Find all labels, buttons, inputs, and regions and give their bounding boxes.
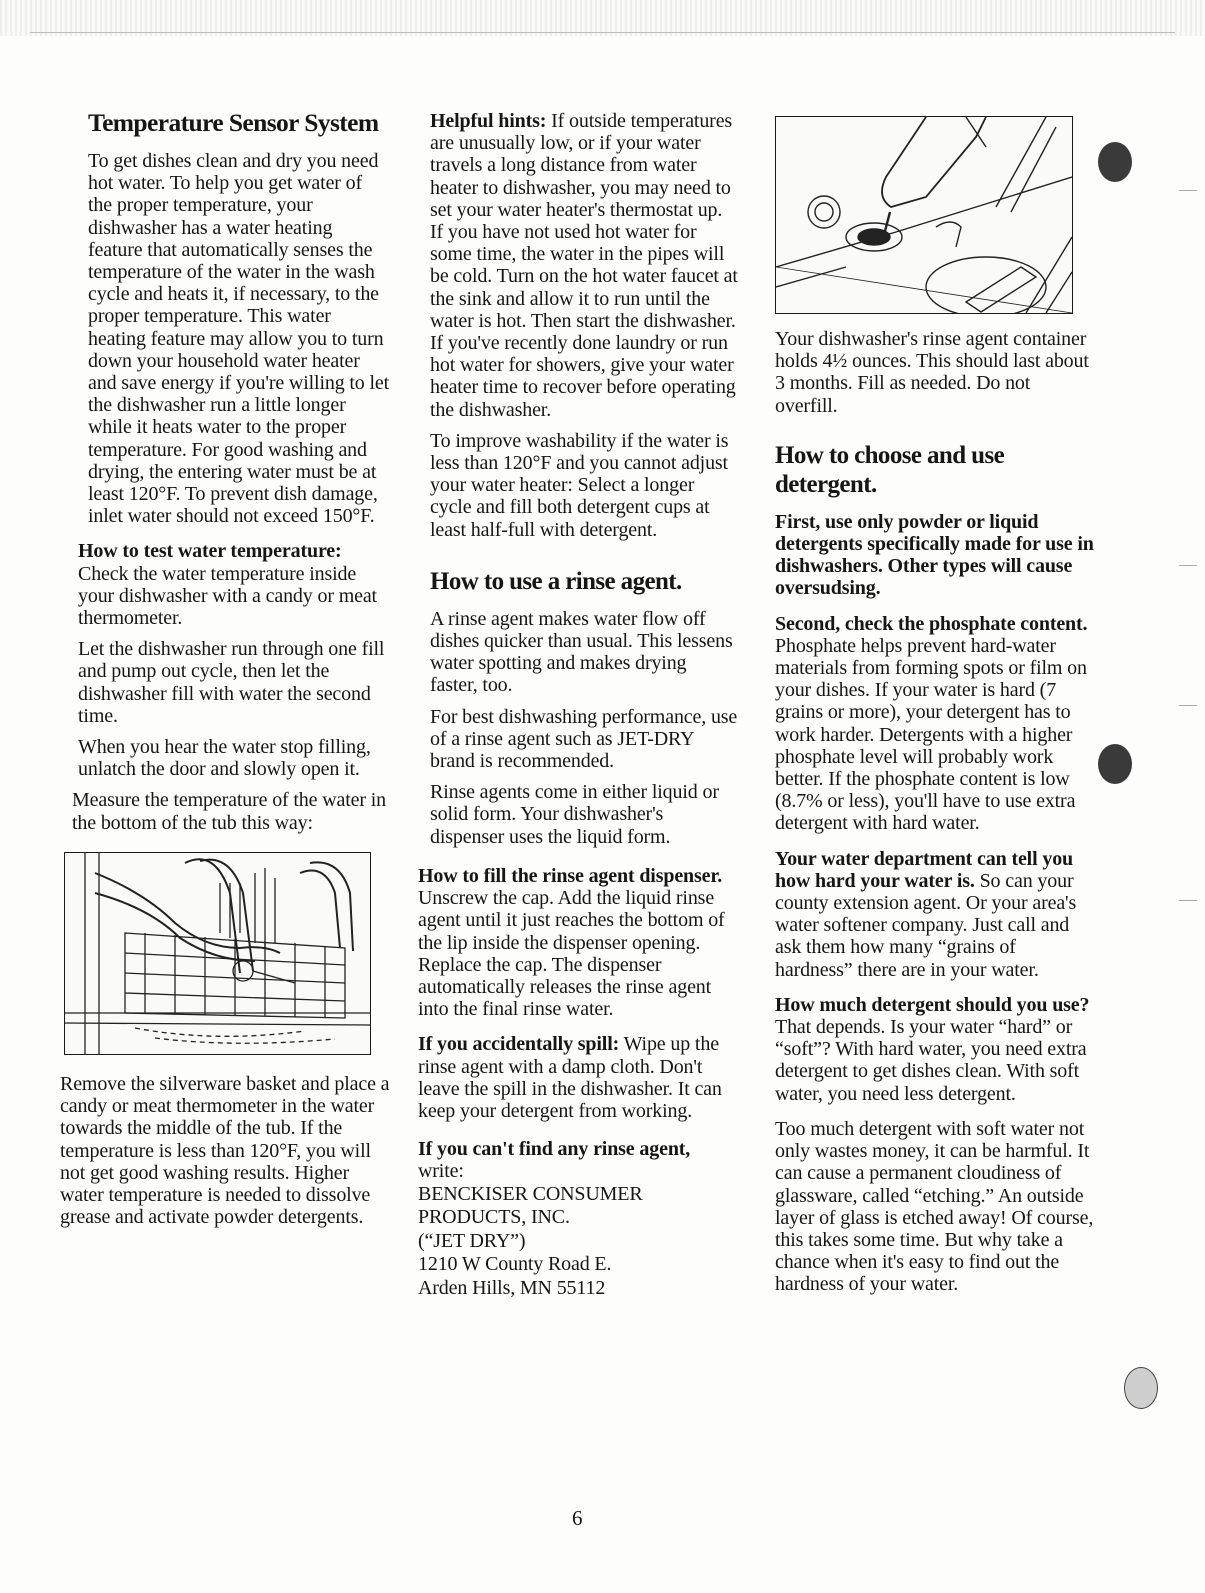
address-line-1: BENCKISER CONSUMER: [418, 1182, 643, 1205]
phosphate-body: Phosphate helps prevent hard-water materials from forming spots or film on your dishes. If your water is hard (7 grains or more), your detergent has to work harder. Detergents with a higher phosphate level will probably work better. If the phosphate content is low (8.7% or less), you'll have to use extra detergent with hard water.: [775, 634, 1087, 835]
thermometer-illustration: [64, 852, 371, 1055]
paragraph-rinse-3: Rinse agents come in either liquid or solid form. Your dishwasher's dispenser uses the liquid form.: [430, 781, 719, 848]
scan-edge-mark: [1179, 565, 1197, 566]
paragraph-how-much-detergent: [775, 994, 1095, 1105]
scan-edge-mark: [1179, 190, 1197, 191]
water-department-body: So can your county extension agent. Or your area's water softener company. Just call and ask them how many “grains of hardness” there are in your water.: [775, 869, 1077, 981]
rinse-dispenser-illustration: [775, 116, 1073, 314]
paragraph-water-department: [775, 848, 1095, 981]
subheading-water-department: Your water department can tell you how hard your water is.: [775, 847, 1074, 892]
binder-hole-top: [1098, 142, 1132, 182]
scan-edge-mark: [1179, 900, 1197, 901]
paragraph-helpful-hints: [418, 110, 738, 421]
paragraph-hear: When you hear the water stop filling, unlatch the door and slowly open it.: [78, 736, 371, 781]
subheading-fill-dispenser: How to fill the rinse agent dispenser.: [418, 864, 723, 887]
paragraph-too-much-detergent: Too much detergent with soft water not only wastes money, it can be harmful. It can cause a permanent cloudiness of glassware, called “etching.” An outside layer of glass is etched away! Of course, this takes some time. But why take a chance when it's easy to find out the hardness of your water.: [775, 1117, 1094, 1296]
mailing-address: [418, 1183, 738, 1301]
subheading-cant-find: If you can't find any rinse agent,: [418, 1138, 691, 1161]
paragraph-accidental-spill: [418, 1033, 738, 1122]
address-line-2: PRODUCTS, INC.: [418, 1206, 570, 1229]
page-number: 6: [572, 1506, 583, 1530]
paragraph-test-temperature: [60, 540, 390, 629]
column-left: [60, 108, 390, 1228]
subheading-phosphate: Second, check the phosphate content.: [775, 612, 1088, 635]
paragraph-phosphate: [775, 613, 1095, 835]
column-middle: [418, 110, 738, 1300]
cant-find-body: write:: [418, 1160, 464, 1183]
paragraph-rinse-1: A rinse agent makes water flow off dishes quicker than usual. This lessens water spotting and makes drying faster, too.: [430, 607, 733, 697]
scan-top-line: [30, 32, 1175, 33]
paragraph-first-powder-liquid: First, use only powder or liquid detergents specifically made for use in dishwashers. Other types will cause oversudsing.: [775, 510, 1094, 600]
scan-top-band: [0, 0, 1205, 36]
binder-hole-bottom: [1124, 1367, 1158, 1409]
paragraph-fill-dispenser: [418, 865, 738, 1020]
helpful-hints-body: If outside temperatures are unusually low, or if your water travels a long distance from water heater to dishwasher, you may need to set your water heater's thermostat up. If you have not used hot water for some time, the water in the pipes will be cold. Turn on the hot water faucet at the sink and allow it to run until the water is hot. Then start the dishwasher. If you've recently done laundry or run hot water for showers, give your water heater time to recover before operating the dishwasher.: [430, 110, 738, 421]
address-line-4: 1210 W County Road E.: [418, 1253, 612, 1276]
binder-hole-middle: [1098, 744, 1132, 784]
column-right: [775, 116, 1095, 1296]
section-title-temperature-sensor: Temperature Sensor System: [88, 108, 379, 137]
paragraph-intro: To get dishes clean and dry you need hot water. To help you get water of the proper temperature, your dishwasher has a water heating feature that automatically senses the temperature of the water in the wash cycle and heats it, if necessary, to the proper temperature. This water heating feature may allow you to turn down your household water heater and save energy if you're willing to let the dishwasher run a little longer while it heats water to the proper temperature. For good washing and drying, the entering water must be at least 120°F. To prevent dish damage, inlet water should not exceed 150°F.: [88, 150, 390, 528]
subheading-accidental-spill: If you accidentally spill:: [418, 1033, 620, 1056]
paragraph-improve-washability: To improve washability if the water is less than 120°F and you cannot adjust your water heater: Select a longer cycle and fill both detergent cups at least half-full with detergent.: [430, 429, 729, 541]
how-much-detergent-body: That depends. Is your water “hard” or “soft”? With hard water, you need extra detergent to get dishes clean. With soft water, you need less detergent.: [775, 1016, 1087, 1105]
address-line-5: Arden Hills, MN 55112: [418, 1276, 606, 1299]
subheading-test-temperature: How to test water temperature:: [78, 540, 342, 563]
section-title-detergent: How to choose and use detergent.: [775, 441, 1005, 498]
address-line-3: (“JET DRY”): [418, 1229, 526, 1252]
paragraph-remove-basket: Remove the silverware basket and place a candy or meat thermometer in the water towards the middle of the tub. If the temperature is less than 120°F, you will not get good washing results. Higher water temperature is needed to dissolve grease and activate powder detergents.: [60, 1072, 390, 1229]
paragraph-rinse-2: For best dishwashing performance, use of a rinse agent such as JET-DRY brand is recommended.: [430, 705, 738, 773]
section-title-rinse-agent: How to use a rinse agent.: [430, 567, 682, 595]
scan-edge-mark: [1179, 705, 1197, 706]
fill-dispenser-body: Unscrew the cap. Add the liquid rinse agent until it just reaches the bottom of the lip inside the dispenser opening. Replace the cap. The dispenser automatically releases the rinse agent into the final rinse water.: [418, 887, 725, 1021]
paragraph-measure: Measure the temperature of the water in the bottom of the tub this way:: [72, 789, 387, 834]
caption-rinse-container: Your dishwasher's rinse agent container holds 4½ ounces. This should last about 3 months. Fill as needed. Do not overfill.: [775, 328, 1089, 417]
subheading-how-much-detergent: How much detergent should you use?: [775, 993, 1090, 1016]
test-temperature-body: Check the water temperature inside your dishwasher with a candy or meat thermometer.: [78, 562, 377, 630]
paragraph-cant-find: [418, 1138, 738, 1182]
subheading-helpful-hints: Helpful hints:: [430, 110, 547, 132]
accidental-spill-body: Wipe up the rinse agent with a damp cloth. Don't leave the spill in the dishwasher. It can keep your detergent from working.: [418, 1033, 722, 1122]
paragraph-run: Let the dishwasher run through one fill and pump out cycle, then let the dishwasher fill with water the second time.: [78, 638, 385, 727]
